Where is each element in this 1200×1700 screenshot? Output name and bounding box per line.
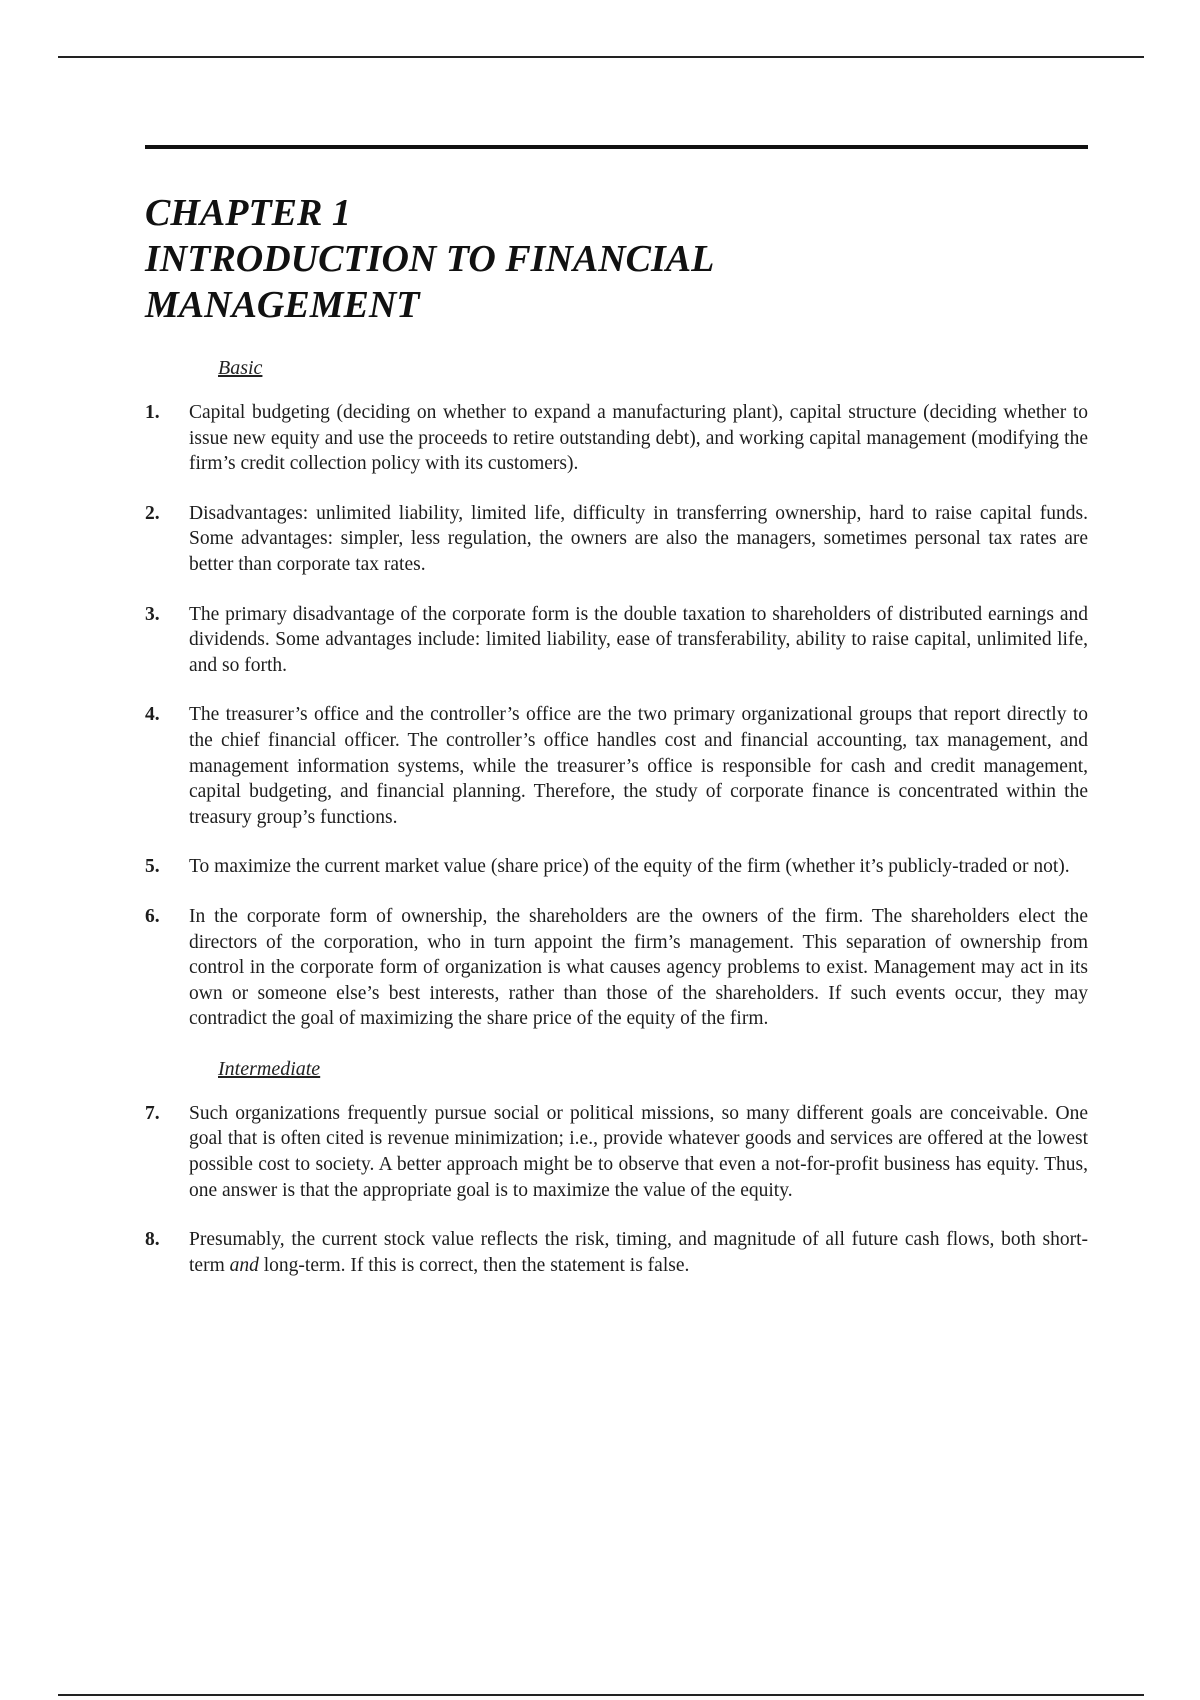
list-item [145, 501, 1088, 578]
list-item [145, 602, 1088, 679]
question-list [145, 355, 1088, 1302]
item-text: In the corporate form of ownership, the shareholders are the owners of the firm. The shareholders elect the directors of the corporation, who in turn appoint the firm’s management. This separation of ownership from control in the corporate form of organization is what causes agency problems to exist. Management may act in its own or someone else’s best interests, rather than those of the shareholders. If such events occur, they may contradict the goal of maximizing the share price of the equity of the firm. [189, 905, 1088, 1030]
list-item [145, 400, 1088, 477]
chapter-rule [145, 145, 1088, 149]
section-label-intermediate: Intermediate [218, 1057, 321, 1080]
item-text: To maximize the current market value (share price) of the equity of the firm (whether it’s publicly-traded or not). [189, 856, 1070, 878]
item-number: 1. [145, 402, 160, 423]
item-text: The treasurer’s office and the controller’s office are the two primary organizational groups that report directly to the chief financial officer. The controller’s office handles cost and financial accounting, tax management, and management information systems, while the treasurer’s office is responsible for cash and credit management, capital budgeting, and financial planning. Therefore, the study of corporate finance is concentrated within the treasury group’s functions. [189, 704, 1088, 828]
item-number: 7. [145, 1102, 160, 1124]
item-text-part: long-term. If this is correct, then the statement is false. [258, 1254, 690, 1276]
item-text-part: Presumably, the current stock value reflects the risk, timing, and magnitude of all future cash flows, both short-term [189, 1229, 1088, 1276]
chapter-number: CHAPTER 1 [145, 192, 351, 234]
page-bottom-rule [58, 1694, 1144, 1696]
item-number: 8. [145, 1229, 160, 1251]
chapter-title [145, 190, 714, 328]
list-item [145, 1101, 1088, 1203]
list-item [145, 702, 1088, 830]
section-label-basic: Basic [218, 357, 263, 379]
item-number: 4. [145, 704, 160, 726]
item-text-emphasis: and [229, 1254, 259, 1276]
item-text [189, 1227, 1088, 1278]
list-item [145, 904, 1088, 1032]
item-number: 2. [145, 502, 160, 524]
list-item [145, 1227, 1088, 1278]
chapter-title-line-2: MANAGEMENT [145, 284, 420, 326]
list-item [145, 854, 1088, 880]
item-text: The primary disadvantage of the corporate form is the double taxation to shareholders of distributed earnings and dividends. Some advantages include: limited liability, ease of transferability, ability to raise capital, unlimited life, and so forth. [189, 603, 1088, 676]
item-number: 3. [145, 603, 160, 625]
item-number: 5. [145, 856, 160, 878]
item-text: Disadvantages: unlimited liability, limited life, difficulty in transferring ownership, hard to raise capital funds. Some advantages: simpler, less regulation, the owners are also the managers, sometimes personal tax rates are better than corporate tax rates. [189, 502, 1088, 575]
item-text: Capital budgeting (deciding on whether to expand a manufacturing plant), capital structure (deciding whether to issue new equity and use the proceeds to retire outstanding debt), and working capital management (modifying the firm’s credit collection policy with its customers). [189, 402, 1088, 475]
item-text: Such organizations frequently pursue social or political missions, so many different goals are conceivable. One goal that is often cited is revenue minimization; i.e., provide whatever goods and services are offered at the lowest possible cost to society. A better approach might be to observe that even a not-for-profit business has equity. Thus, one answer is that the appropriate goal is to maximize the value of the equity. [189, 1102, 1088, 1201]
page-top-rule [58, 56, 1144, 58]
chapter-title-line-1: INTRODUCTION TO FINANCIAL [145, 238, 715, 280]
item-number: 6. [145, 905, 160, 927]
